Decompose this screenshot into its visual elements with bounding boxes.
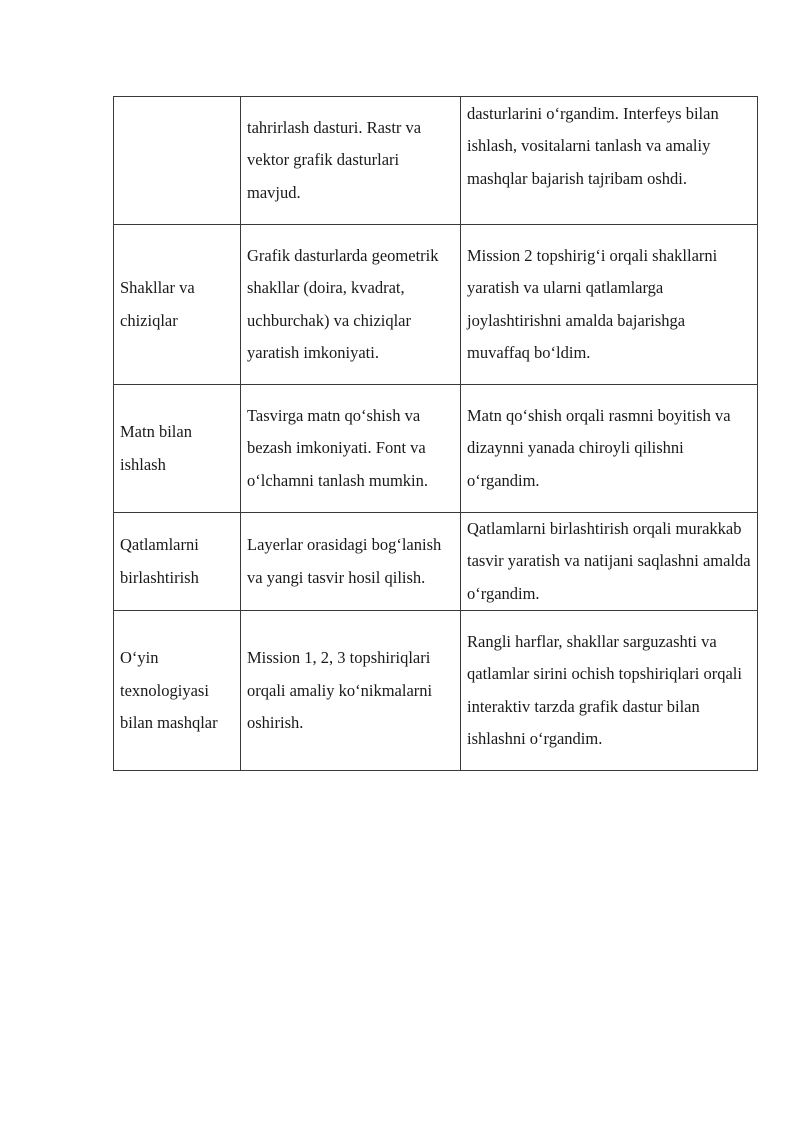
table-row	[114, 97, 758, 225]
table-row	[114, 385, 758, 513]
result-cell: Qatlamlarni birlashtirish orqali murakkab tasvir yaratish va natijani saqlashni amalda o‘rgandim.	[461, 513, 758, 611]
result-cell: Rangli harflar, shakllar sarguzashti va qatlamlar sirini ochish topshiriqlari orqali interaktiv tarzda grafik dastur bilan ishlashni o‘rgandim.	[461, 611, 758, 771]
result-cell: Mission 2 topshirig‘i orqali shakllarni yaratish va ularni qatlamlarga joylashtirishni amalda bajarishga muvaffaq bo‘ldim.	[461, 225, 758, 385]
topic-cell: O‘yin texnologiyasi bilan mashqlar	[114, 611, 241, 771]
summary-table	[113, 96, 758, 771]
table-row	[114, 225, 758, 385]
table-row	[114, 611, 758, 771]
topic-cell: Qatlamlarni birlashtirish	[114, 513, 241, 611]
description-cell: Grafik dasturlarda geometrik shakllar (doira, kvadrat, uchburchak) va chiziqlar yaratish imkoniyati.	[241, 225, 461, 385]
result-cell: Matn qo‘shish orqali rasmni boyitish va dizaynni yanada chiroyli qilishni o‘rgandim.	[461, 385, 758, 513]
topic-cell	[114, 97, 241, 225]
description-cell: Layerlar orasidagi bog‘lanish va yangi tasvir hosil qilish.	[241, 513, 461, 611]
description-cell: Tasvirga matn qo‘shish va bezash imkoniyati. Font va o‘lchamni tanlash mumkin.	[241, 385, 461, 513]
result-cell: dasturlarini o‘rgandim. Interfeys bilan ishlash, vositalarni tanlash va amaliy mashqlar bajarish tajribam oshdi.	[461, 97, 758, 225]
description-cell: Mission 1, 2, 3 topshiriqlari orqali amaliy ko‘nikmalarni oshirish.	[241, 611, 461, 771]
topic-cell: Shakllar va chiziqlar	[114, 225, 241, 385]
table-row	[114, 513, 758, 611]
topic-cell: Matn bilan ishlash	[114, 385, 241, 513]
description-cell: tahrirlash dasturi. Rastr va vektor grafik dasturlari mavjud.	[241, 97, 461, 225]
